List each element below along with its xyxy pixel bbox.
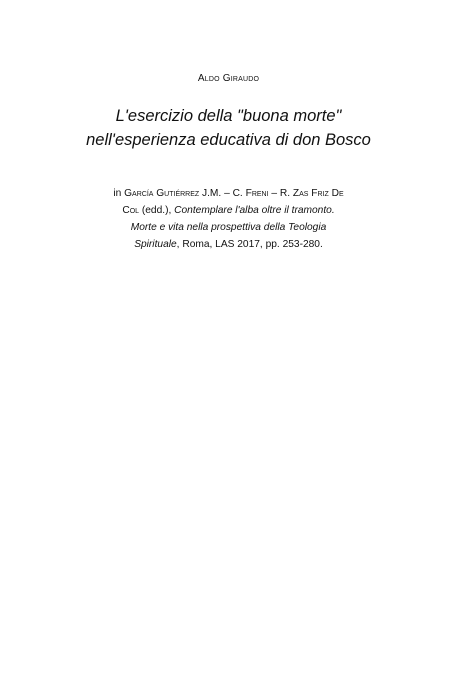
- citation-edd: (edd.),: [139, 205, 175, 216]
- author-name: Aldo Giraudo: [197, 73, 260, 84]
- citation-editors-cont: Col: [122, 205, 140, 216]
- citation-prefix: in: [113, 188, 125, 199]
- title-line-1: L'esercizio della "buona morte": [115, 107, 342, 125]
- citation-book-title-end: Spirituale: [134, 239, 177, 250]
- citation-book-title: Contemplare l'alba oltre il tramonto.: [174, 205, 335, 216]
- title-line-2: nell'esperienza educativa di don Bosco: [86, 131, 371, 149]
- citation-editors: García Gutiérrez J.M. – C. Freni – R. Zas Friz De: [124, 188, 344, 199]
- citation-line-3: Morte e vita nella prospettiva della Teologia: [130, 222, 327, 233]
- citation-line-1: [70, 185, 387, 202]
- citation-block: [70, 185, 387, 253]
- citation-publication: , Roma, LAS 2017, pp. 253-280.: [176, 239, 323, 250]
- citation-line-4: [70, 236, 387, 253]
- citation-line-2: [70, 202, 387, 219]
- article-title: [40, 104, 417, 152]
